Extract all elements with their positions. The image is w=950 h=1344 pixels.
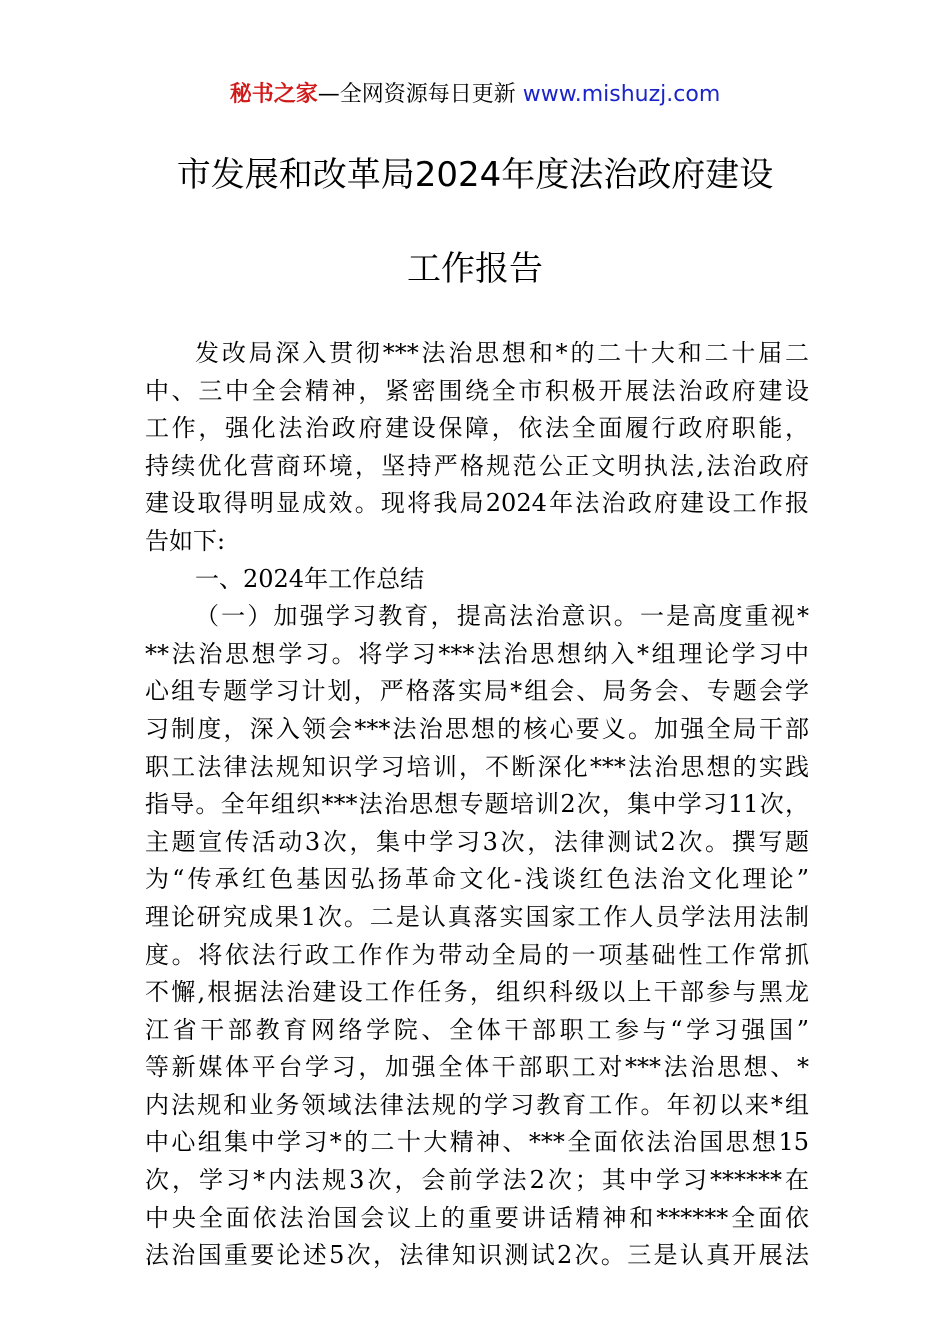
brand-name: 秘书之家 xyxy=(229,82,318,107)
body-line: 内法规和业务领域法律法规的学习教育工作。年初以来*组 xyxy=(145,1090,809,1119)
site-header-banner xyxy=(0,78,950,112)
body-line: 习制度，深入领会***法治思想的核心要义。加强全局干部 xyxy=(145,714,809,743)
body-line: 中、三中全会精神，紧密围绕全市积极开展法治政府建设 xyxy=(145,376,809,405)
body-line: 心组专题学习计划，严格落实局*组会、局务会、专题会学 xyxy=(145,677,809,706)
body-line: 理论研究成果1次。二是认真落实国家工作人员学法用法制 xyxy=(145,902,809,931)
site-url-link[interactable]: www.mishuzj.com xyxy=(522,82,721,107)
body-line: **法治思想学习。将学习***法治思想纳入*组理论学习中 xyxy=(145,639,809,668)
body-line: 建设取得明显成效。现将我局2024年法治政府建设工作报 xyxy=(145,489,809,518)
section-heading: 一、2024年工作总结 xyxy=(195,564,425,593)
body-line: 工作，强化法治政府建设保障，依法全面履行政府职能， xyxy=(145,414,809,443)
body-line: 中央全面依法治国会议上的重要讲话精神和******全面依 xyxy=(145,1203,809,1232)
body-line: 为“传承红色基因弘扬革命文化-浅谈红色法治文化理论” xyxy=(145,865,809,894)
header-tagline: —全网资源每日更新 xyxy=(317,82,523,107)
body-line: 中心组集中学习*的二十大精神、***全面依法治国思想15 xyxy=(145,1128,809,1157)
body-line: 度。将依法行政工作作为带动全局的一项基础性工作常抓 xyxy=(145,940,809,969)
body-line: 江省干部教育网络学院、全体干部职工参与“学习强国” xyxy=(145,1015,809,1044)
body-line: 次，学习*内法规3次，会前学法2次；其中学习******在 xyxy=(145,1166,809,1195)
body-line: 职工法律法规知识学习培训，不断深化***法治思想的实践 xyxy=(145,752,809,781)
document-title-line-2: 工作报告 xyxy=(407,249,543,289)
body-line: 持续优化营商环境，坚持严格规范公正文明执法,法治政府 xyxy=(145,451,809,480)
body-line: 主题宣传活动3次，集中学习3次，法律测试2次。撰写题 xyxy=(145,827,809,856)
body-line: 等新媒体平台学习，加强全体干部职工对***法治思想、* xyxy=(145,1053,809,1082)
body-line: （一）加强学习教育，提高法治意识。一是高度重视* xyxy=(195,602,809,631)
body-line: 发改局深入贯彻***法治思想和*的二十大和二十届二 xyxy=(195,339,809,367)
body-line: 不懈,根据法治建设工作任务，组织科级以上干部参与黑龙 xyxy=(145,978,809,1007)
body-line: 法治国重要论述5次，法律知识测试2次。三是认真开展法 xyxy=(145,1241,809,1270)
document-title-line-1: 市发展和改革局2024年度法治政府建设 xyxy=(176,155,774,195)
body-line: 告如下: xyxy=(145,526,226,555)
body-line: 指导。全年组织***法治思想专题培训2次，集中学习11次， xyxy=(145,790,809,819)
document-body xyxy=(145,335,809,1275)
